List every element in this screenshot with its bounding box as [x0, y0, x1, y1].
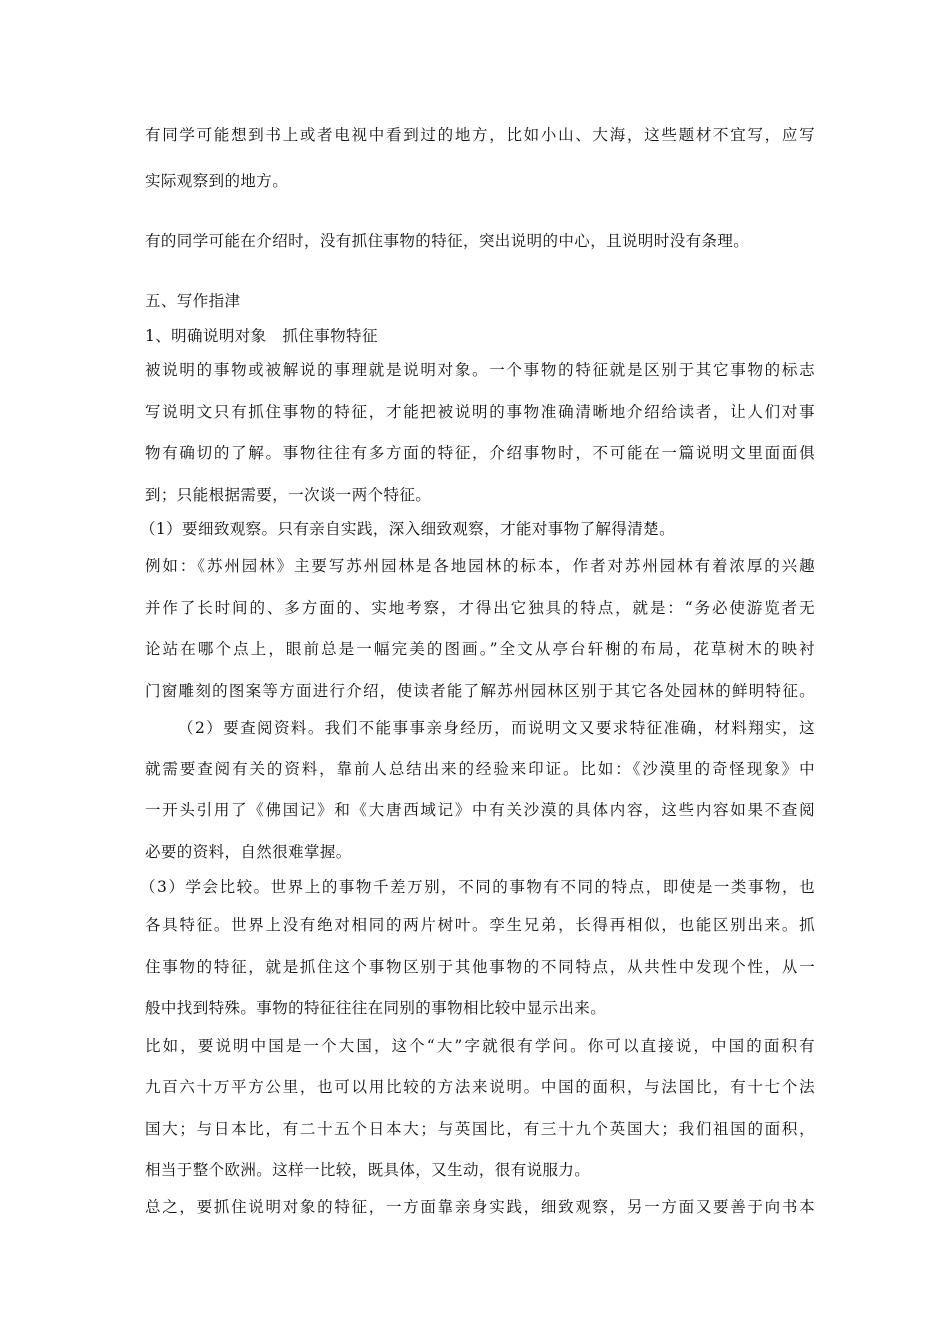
text-line: 论站在哪个点上，眼前总是一幅完美的图画。”全文从亭台轩榭的布局，花草树木的映衬	[145, 640, 815, 658]
text-line: 般中找到特殊。事物的特征往往在同别的事物相比较中显示出来。	[145, 999, 607, 1017]
text-line: 写说明文只有抓住事物的特征，才能把被说明的事物准确清晰地介绍给读者，让人们对事	[145, 403, 815, 421]
text-line: 各具特征。世界上没有绝对相同的两片树叶。孪生兄弟，长得再相似，也能区别出来。抓	[145, 916, 815, 934]
text-line: 九百六十万平方公里，也可以用比较的方法来说明。中国的面积，与法国比，有十七个法	[145, 1078, 815, 1096]
text-line: 到；只能根据需要，一次谈一两个特征。	[145, 486, 432, 504]
list-item-heading: （1）要细致观察。只有亲自实践，深入细致观察，才能对事物了解得清楚。	[140, 520, 675, 538]
list-item-heading: （2）要查阅资料。我们不能事事亲身经历，而说明文又要求特征准确，材料翔实，这	[178, 719, 815, 737]
text-line: 就需要查阅有关的资料，靠前人总结出来的经验来印证。比如：《沙漠里的奇怪现象》中	[145, 760, 815, 778]
text-line: 被说明的事物或被解说的事理就是说明对象。一个事物的特征就是区别于其它事物的标志	[145, 361, 815, 379]
subsection-heading: 1、明确说明对象 抓住事物特征	[145, 327, 378, 345]
text-line: 物有确切的了解。事物往往有多方面的特征，介绍事物时，不可能在一篇说明文里面面俱	[145, 444, 815, 462]
text-line: 住事物的特征，就是抓住这个事物区别于其他事物的不同特点，从共性中发现个性，从一	[145, 958, 815, 976]
text-line: 例如：《苏州园林》主要写苏州园林是各地园林的标本，作者对苏州园林有着浓厚的兴趣	[145, 557, 815, 575]
text-line: 相当于整个欧洲。这样一比较，既具体，又生动，很有说服力。	[145, 1161, 591, 1179]
list-item-heading: （3）学会比较。世界上的事物千差万别，不同的事物有不同的特点，即使是一类事物，也	[140, 878, 815, 896]
text-line: 比如，要说明中国是一个大国，这个“大”字就很有学问。你可以直接说，中国的面积有	[145, 1037, 815, 1055]
text-line: 实际观察到的地方。	[145, 172, 289, 190]
text-line: 门窗雕刻的图案等方面进行介绍，使读者能了解苏州园林区别于其它各处园林的鲜明特征。	[145, 682, 815, 700]
text-line: 一开头引用了《佛国记》和《大唐西域记》中有关沙漠的具体内容，这些内容如果不查阅	[145, 801, 815, 819]
text-line: 总之，要抓住说明对象的特征，一方面靠亲身实践，细致观察，另一方面又要善于向书本	[145, 1198, 815, 1216]
text-line: 有同学可能想到书上或者电视中看到过的地方，比如小山、大海，这些题材不宜写，应写	[145, 126, 815, 144]
section-heading: 五、写作指津	[145, 292, 241, 310]
text-line: 必要的资料，自然很难掌握。	[145, 843, 352, 861]
text-line: 有的同学可能在介绍时，没有抓住事物的特征，突出说明的中心，且说明时没有条理。	[145, 232, 750, 250]
text-line: 并作了长时间的、多方面的、实地考察，才得出它独具的特点，就是：“务必使游览者无	[145, 599, 815, 617]
text-line: 国大；与日本比，有二十五个日本大；与英国比，有三十九个英国大；我们祖国的面积，	[145, 1120, 815, 1138]
